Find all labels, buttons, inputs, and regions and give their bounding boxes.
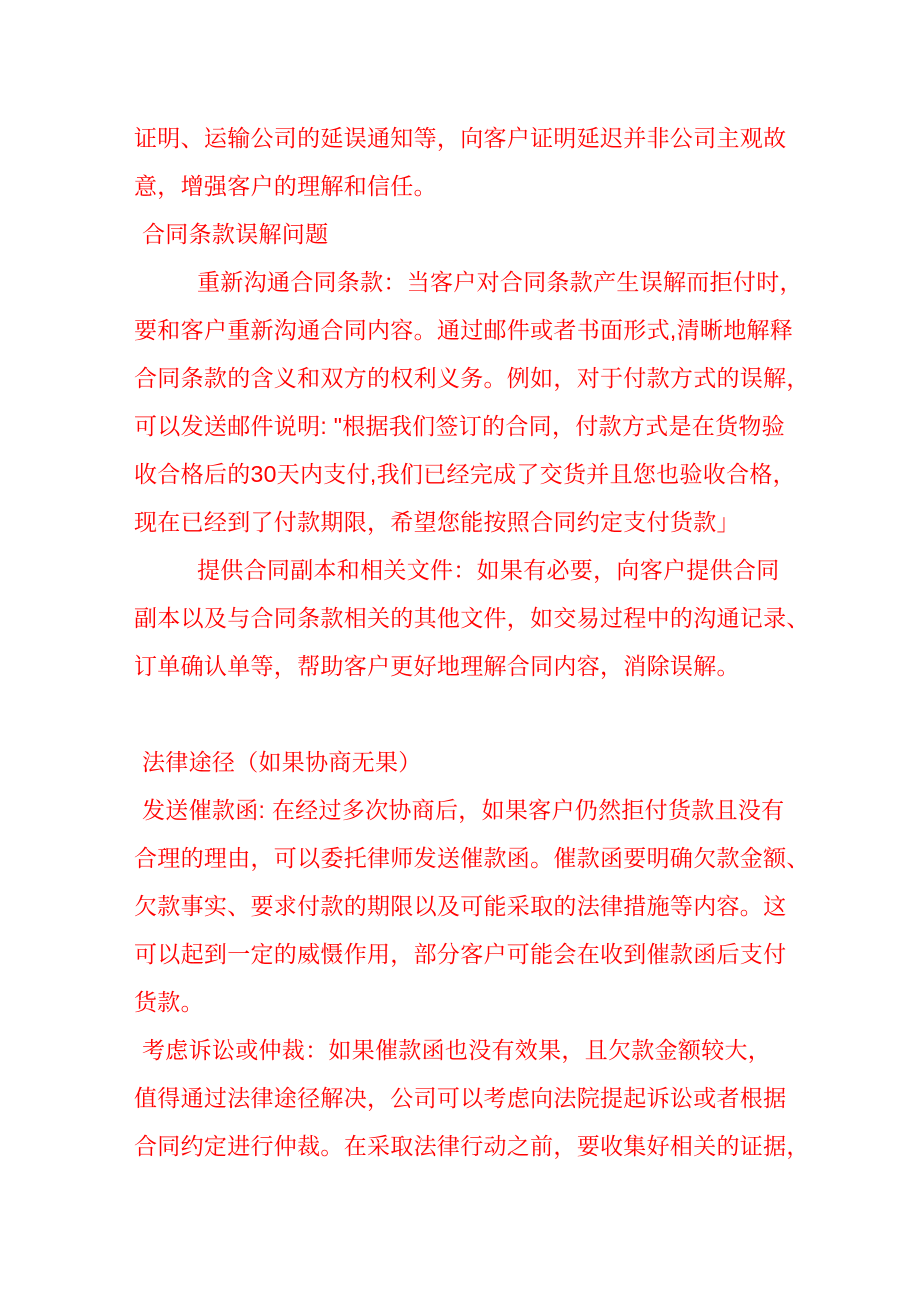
text-line: 发送催款函: 在经过多次协商后，如果客户仍然拒付货款且没有: [142, 797, 785, 823]
text-line: 考虑诉讼或仲裁：如果催款函也没有效果，且欠款金额较大，: [142, 1037, 772, 1063]
text-line: 合同条款的含义和双方的权利义务。例如，对于付款方式的误解，: [134, 365, 810, 391]
text-line: 值得通过法律途径解决，公司可以考虑向法院提起诉讼或者根据: [134, 1085, 787, 1111]
text-line: 可以起到一定的威慑作用，部分客户可能会在收到催款函后支付: [134, 941, 787, 967]
text-line: [134, 690, 844, 738]
text-line: 提供合同副本和相关文件：如果有必要，向客户提供合同: [197, 557, 780, 583]
document-text-block: [134, 114, 844, 1170]
text-line: 合同条款误解问题: [142, 221, 329, 247]
text-line: 现在已经到了付款期限，希望您能按照合同约定支付货款」: [134, 509, 740, 535]
text-line: 货款。: [134, 989, 204, 1015]
text-line: 收合格后的30天内支付,我们已经完成了交货并且您也验收合格，: [134, 461, 796, 487]
text-line: 法律途径（如果协商无果）: [142, 749, 422, 775]
text-line: 证明、运输公司的延误通知等，向客户证明延迟并非公司主观故: [134, 125, 787, 151]
text-line: 订单确认单等，帮助客户更好地理解合同内容，消除误解。: [134, 653, 740, 679]
text-line: 意，增强客户的理解和信任。: [134, 173, 437, 199]
text-line: 副本以及与合同条款相关的其他文件，如交易过程中的沟通记录、: [134, 605, 810, 631]
text-line: 欠款事实、要求付款的期限以及可能采取的法律措施等内容。这: [134, 893, 787, 919]
text-line: 可以发送邮件说明: "根据我们签订的合同，付款方式是在货物验: [134, 413, 785, 439]
text-line: 合理的理由，可以委托律师发送催款函。催款函要明确欠款金额、: [134, 845, 810, 871]
text-line: 合同约定进行仲裁。在采取法律行动之前，要收集好相关的证据，: [134, 1133, 810, 1159]
text-line: 重新沟通合同条款：当客户对合同条款产生误解而拒付时，: [197, 269, 803, 295]
text-line: 要和客户重新沟通合同内容。通过邮件或者书面形式,清晰地解释: [134, 317, 794, 343]
